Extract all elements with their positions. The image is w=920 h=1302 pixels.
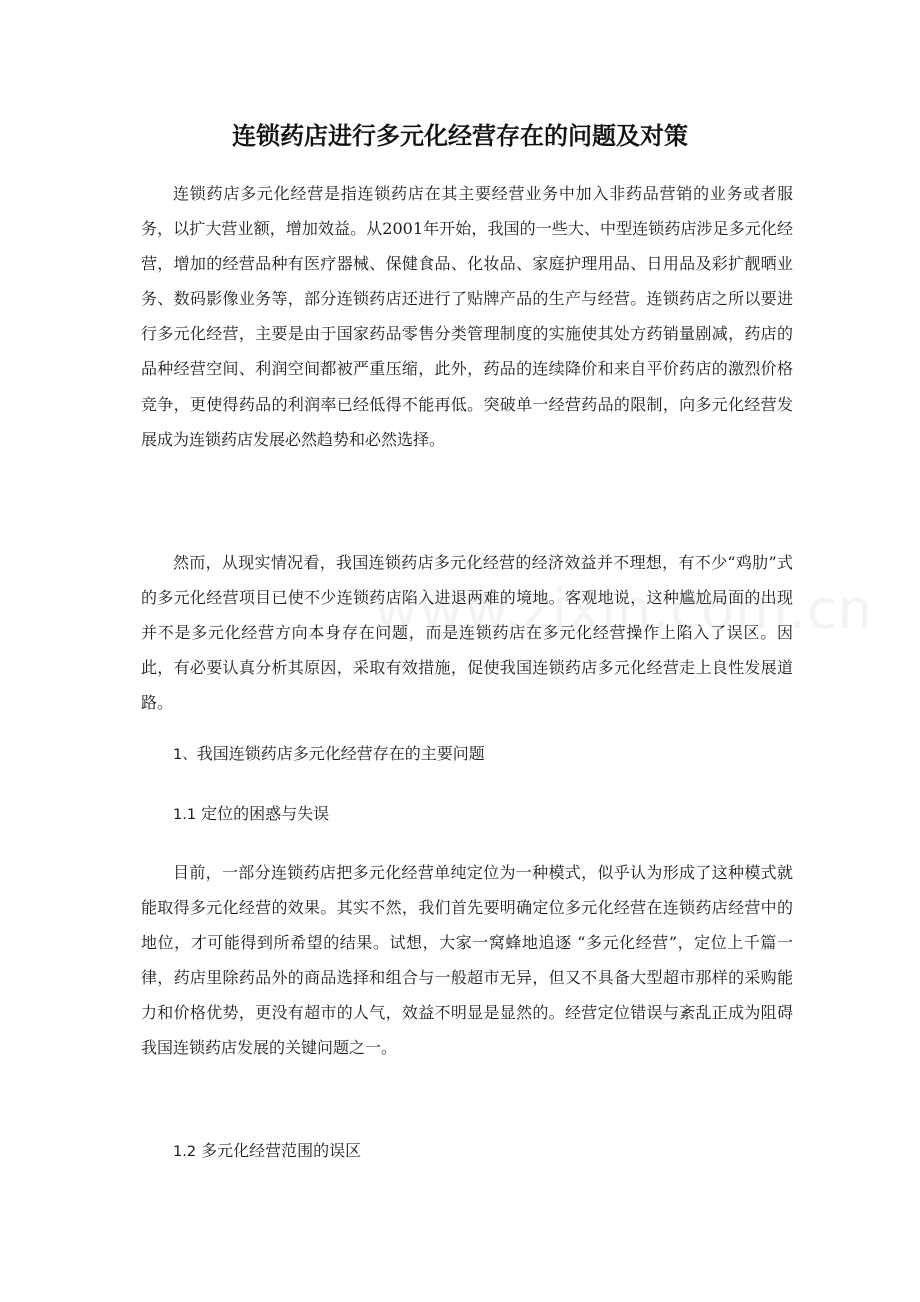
section-heading-1-1 <box>173 800 329 829</box>
section-heading-text: 我国连锁药店多元化经营存在的主要问题 <box>196 744 485 763</box>
section-heading-text: 多元化经营范围的误区 <box>201 1141 362 1160</box>
section-heading-number: 1.2 <box>173 1144 197 1160</box>
section-heading-1-2 <box>173 1137 361 1166</box>
section-heading-number: 1.1 <box>173 807 197 823</box>
paragraph-reality: 然而，从现实情况看，我国连锁药店多元化经营的经济效益并不理想，有不少“鸡肋”式的多元化经营项目已使不少连锁药店陷入进退两难的境地。客观地说，这种尴尬局面的出现并不是多元化经营方向本身存在问题，而是连锁药店在多元化经营操作上陷入了误区。因此，有必要认真分析其原因，采取有效措施，促使我国连锁药店多元化经营走上良性发展道路。 <box>141 553 793 713</box>
document-title: 连锁药店进行多元化经营存在的问题及对策 <box>232 122 688 150</box>
paragraph-positioning: 目前，一部分连锁药店把多元化经营单纯定位为一种模式，似乎认为形成了这种模式就能取得多元化经营的效果。其实不然，我们首先要明确定位多元化经营在连锁药店经营中的地位，才可能得到所希望的结果。试想，大家一窝蜂地追逐 “多元化经营”，定位上千篇一律，药店里除药品外的商品选择和组合与一般超市无异，但又不具备大型超市那样的采购能力和价格优势，更没有超市的人气，效益不明显是显然的。经营定位错误与紊乱正成为阻碍我国连锁药店发展的关键问题之一。 <box>141 863 793 1058</box>
section-heading-text: 定位的困惑与失误 <box>201 804 330 823</box>
paragraph-intro: 连锁药店多元化经营是指连锁药店在其主要经营业务中加入非药品营销的业务或者服务，以扩大营业额，增加效益。从2001年开始，我国的一些大、中型连锁药店涉足多元化经营，增加的经营品种有医疗器械、保健食品、化妆品、家庭护理用品、日用品及彩扩靓晒业务、数码影像业务等，部分连锁药店还进行了贴牌产品的生产与经营。连锁药店之所以要进行多元化经营，主要是由于国家药品零售分类管理制度的实施使其处方药销量剧减，药店的品种经营空间、利润空间都被严重压缩，此外，药品的连续降价和来自平价药店的激烈价格竞争，更使得药品的利润率已经低得不能再低。突破单一经营药品的限制，向多元化经营发展成为连锁药店发展必然趋势和必然选择。 <box>141 184 793 449</box>
section-heading-number: 1、 <box>173 747 197 763</box>
section-heading-1 <box>173 740 485 769</box>
